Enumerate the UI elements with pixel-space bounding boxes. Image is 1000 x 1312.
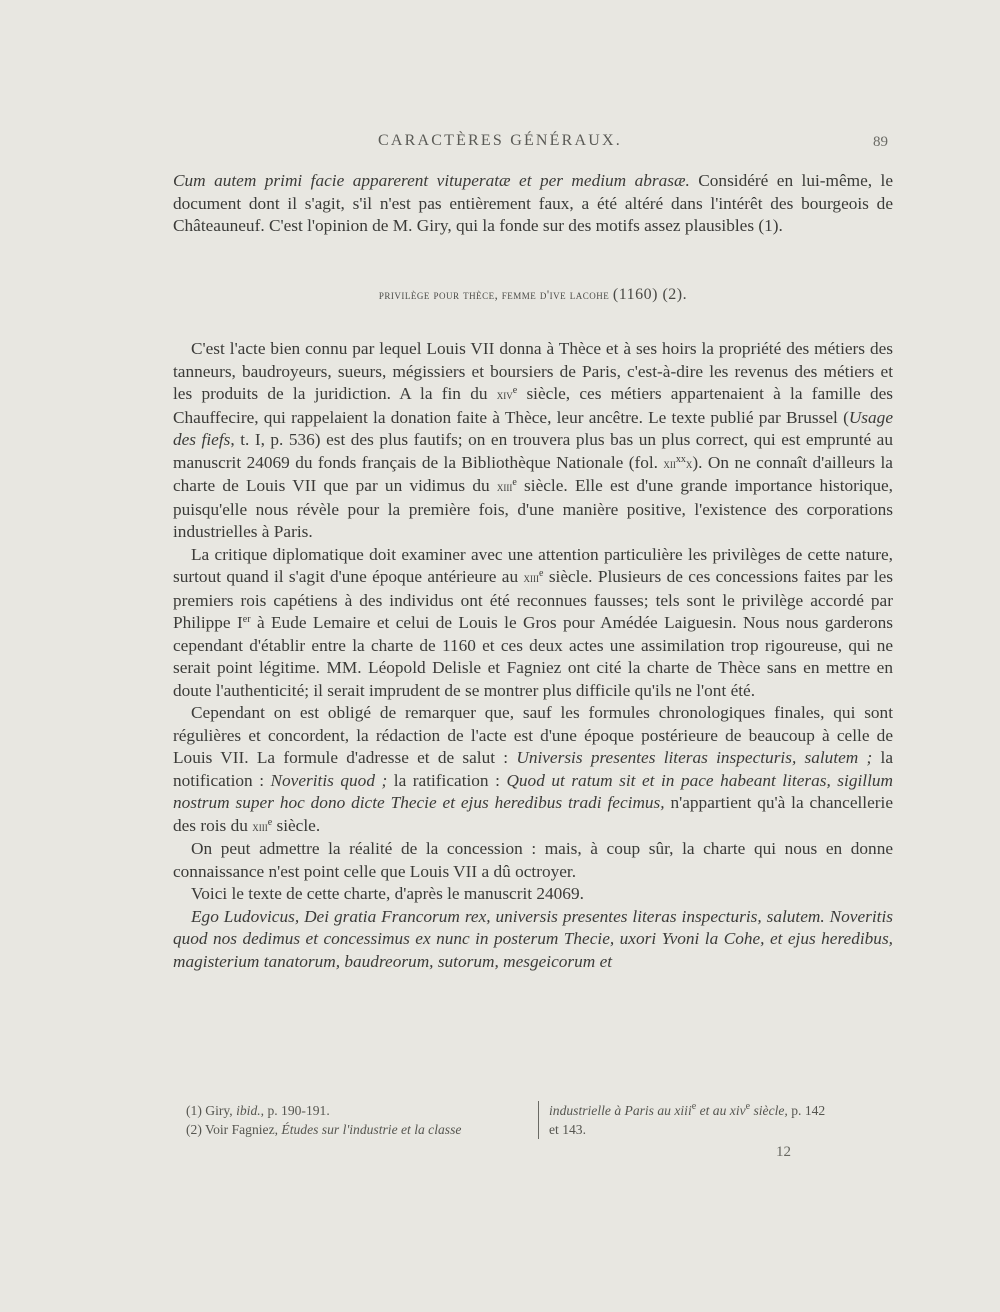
text-span: et au xiv (696, 1103, 746, 1118)
folio-numeral-end: x (685, 456, 693, 471)
folio-numeral: xii (663, 456, 676, 471)
text-span: ). On ne connaît d'ailleurs la charte de Louis VII que par un vidimus du (173, 452, 893, 495)
text-span: , p. 190-191. (260, 1103, 330, 1118)
superscript: e (512, 477, 517, 488)
charter-latin-text (173, 906, 893, 974)
section-heading-label: privilège pour thèce, femme d'ive lacohe (378, 287, 610, 302)
paragraph-4: On peut admettre la réalité de la concession : mais, à coup sûr, la charte qui nous en donne connaissance n'est point celle que Louis VII a dû octroyer. (173, 839, 893, 881)
footnote-2-line2: et 143. (549, 1122, 586, 1137)
footnote-2 (186, 1120, 526, 1139)
text-span: siècle, (750, 1103, 788, 1118)
page-number: 89 (873, 134, 888, 150)
century-numeral: xiii (496, 480, 513, 494)
main-text (173, 170, 893, 973)
text-span: (2) Voir Fagniez, (186, 1122, 282, 1137)
footnotes-left-column (186, 1101, 526, 1139)
text-span: siècle, ces métiers appartenaient à la famille des Chauffecire, qui rappelaient la donation faite à Thèce, leur ancêtre. Le texte publié par Brussel ( (173, 384, 894, 427)
latin-formula: Quod ut ratum sit et in pace habeant literas, sigillum nostrum super hoc dono dicte Thecie et ejus heredibus tradi fecimus, (173, 770, 893, 812)
superscript: er (242, 614, 251, 625)
century-numeral: xiv (496, 388, 513, 402)
superscript: e (691, 1101, 697, 1112)
century-numeral: xiii (523, 571, 539, 585)
paragraph-1 (173, 338, 893, 544)
text-span: industrielle à Paris au xiii (549, 1103, 692, 1118)
superscript: xx (675, 453, 686, 465)
paragraph-5: Voici le texte de cette charte, d'après le manuscrit 24069. (191, 884, 584, 903)
running-title: CARACTÈRES GÉNÉRAUX. (377, 132, 622, 149)
text-span: Cependant on est obligé de remarquer que, sauf les formules chronologiques finales, qui sont régulières et concordent, la rédaction de l'acte est d'une époque postérieure de beaucoup à celle de Louis VII. La formule d'adresse et de salut : (173, 703, 893, 767)
text-span: (1) Giry, (186, 1103, 237, 1118)
superscript: e (539, 568, 544, 579)
latin-formula: Noveritis quod ; (270, 770, 388, 790)
latin-formula: Universis presentes literas inspecturis, salutem ; (516, 748, 873, 767)
charter-latin-italic: Ego Ludovicus, Dei gratia Francorum rex, universis presentes literas inspecturis, salutem. Noveritis quod nos dedimus et concessimus ex nunc in posterum Thecie, uxori Yvoni la Cohe, et ejus heredibus, magisterium tanatorum, baudreorum, sutorum, mesgeicorum et (173, 906, 893, 971)
text-span: siècle. (272, 815, 321, 835)
superscript: e (745, 1101, 751, 1112)
text-span: la notification : (173, 748, 893, 790)
text-span: , t. I, p. 536) est des plus fautifs; on en trouvera plus bas un plus correct, qui est emprunté au manuscrit 24069 du fonds français de la Bibliothèque Nationale (fol. (173, 430, 893, 472)
text-span: à Eude Lemaire et celui de Louis le Gros pour Amédée Laiguesin. Nous nous garderons cependant d'établir entre la charte de 1160 et ces deux actes une assimilation trop rigoureuse, qui ne serait point légitime. MM. Léopold Delisle et Fagniez ont cité la charte de Thèce sans en mettre en doute l'authenticité; il serait imprudent de se montrer plus difficile qu'ils ne l'ont été. (173, 613, 893, 700)
section-heading-date: (1160) (2). (612, 285, 688, 303)
signature-mark: 12 (776, 1144, 791, 1160)
text-span: La critique diplomatique doit examiner avec une attention particulière les privilèges de cette nature, surtout quand il s'agit d'une époque antérieure au (173, 544, 893, 586)
paragraph-3 (173, 702, 893, 838)
century-numeral: xiii (252, 819, 268, 834)
footnote-2-continuation (549, 1101, 909, 1120)
text-span: p. 142 (787, 1103, 826, 1118)
footnotes-right-column (538, 1101, 909, 1139)
superscript: e (512, 385, 518, 396)
running-head (0, 128, 1000, 154)
text-span: siècle. Plusieurs de ces concessions faites par les premiers rois capétiens à des individus ont été reconnues fausses; tels sont le privilège accordé par Philippe I (173, 567, 893, 632)
text-span: la ratification : (387, 770, 507, 790)
paragraph-2 (173, 544, 893, 703)
footnote-1 (186, 1101, 526, 1120)
text-span: n'appartient qu'à la chancellerie des rois du (173, 793, 893, 835)
section-heading (173, 284, 893, 307)
superscript: e (267, 816, 273, 828)
book-title: Usage des fiefs (173, 407, 893, 449)
latin-quote: Cum autem primi facie apparerent vituperatæ et per medium abrasæ. (173, 171, 690, 190)
intro-paragraph (173, 170, 893, 238)
text-span: C'est l'acte bien connu par lequel Louis VII donna à Thèce et à ses hoirs la propriété des métiers des tanneurs, baudroyeurs, sueurs, mégissiers et boursiers de Paris, c'est-à-dire les revenus des métiers et les produits de la juridiction. A la fin du (173, 339, 893, 403)
text-span: Études sur l'industrie et la classe (281, 1122, 462, 1137)
intro-text: Considéré en lui-même, le document dont il s'agit, s'il n'est pas entièrement faux, a été altéré dans l'intérêt des bourgeois de Châteauneuf. C'est l'opinion de M. Giry, qui la fonde sur des motifs assez plausibles (1). (173, 171, 893, 235)
text-span: siècle. Elle est d'une grande importance historique, puisqu'elle nous révèle pour la première fois, d'une manière positive, l'existence des corporations industrielles à Paris. (173, 476, 893, 541)
text-span: ibid. (236, 1103, 261, 1118)
